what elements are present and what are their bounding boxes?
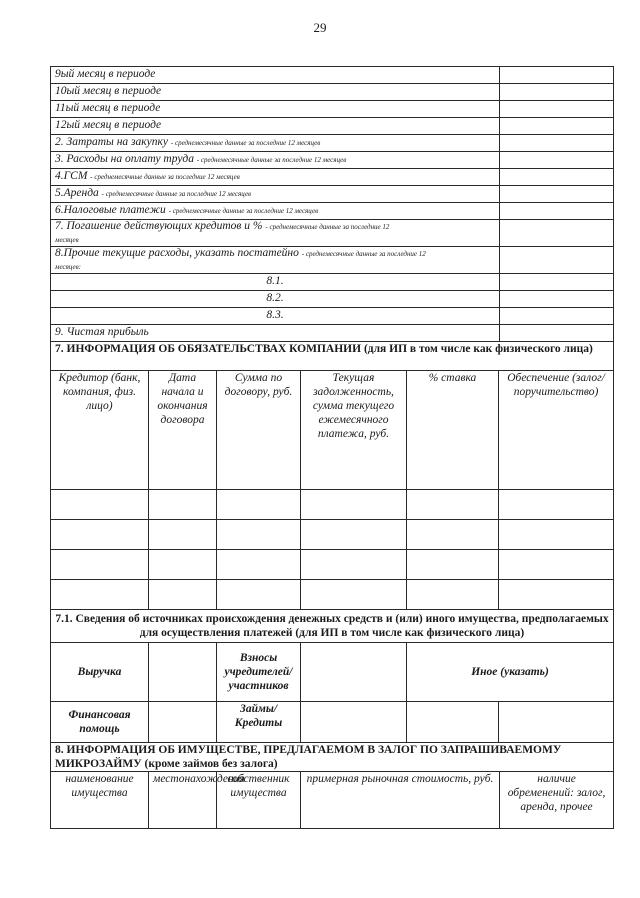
other-source-label: Иное (указать) [407,643,614,702]
section-8-title: 8. ИНФОРМАЦИЯ ОБ ИМУЩЕСТВЕ, ПРЕДЛАГАЕМОМ В ЗАЛОГ ПО ЗАПРАШИВАЕМОМУ МИКРОЗАЙМУ (кроме займов без залога) [51,743,614,772]
obligation-cell[interactable] [217,490,301,520]
month-9-value[interactable] [500,67,614,84]
section-7-title: 7. ИНФОРМАЦИЯ ОБ ОБЯЗАТЕЛЬСТВАХ КОМПАНИИ (для ИП в том числе как физического лица) [51,342,614,371]
financial-aid-value[interactable] [149,702,217,743]
month-10-label: 10ый месяц в периоде [51,84,500,101]
table-row [51,247,614,274]
obligation-cell[interactable] [51,520,149,550]
col-collateral: Обеспечение (залог/поручительство) [499,371,614,490]
obligation-cell[interactable] [301,550,407,580]
subitem-8-1-value[interactable] [500,274,614,291]
obligation-cell[interactable] [217,550,301,580]
table-row [51,118,614,135]
obligation-cell[interactable] [149,490,217,520]
loans-note-2: месяцев [55,236,79,244]
table-row [51,743,614,772]
col-current-debt: Текущая задолженность, сумма текущего ежемесячного платежа, руб. [301,371,407,490]
table-row [51,67,614,84]
rent-label: 5.Аренда [55,187,99,199]
period-note: - среднемесячные данные за последние 12 месяцев [168,207,319,215]
period-note: - среднемесячные данные за последние 12 месяцев [196,156,347,164]
table-row [51,291,614,308]
month-11-label: 11ый месяц в периоде [51,101,500,118]
subitem-8-1: 8.1. [51,274,500,291]
table-row [51,490,614,520]
contributions-value[interactable] [301,643,407,702]
table-row [51,325,614,342]
other-note-2: месяцев: [55,263,81,271]
subitem-8-3: 8.3. [51,308,500,325]
obligation-cell[interactable] [407,490,499,520]
table-row [51,135,614,152]
obligation-cell[interactable] [499,580,614,610]
obligation-cell[interactable] [51,550,149,580]
subitem-8-2-value[interactable] [500,291,614,308]
wages-label: 3. Расходы на оплату труда [55,153,194,165]
obligation-cell[interactable] [301,520,407,550]
other-note: - среднемесячные данные за последние 12 [301,250,426,258]
loans-credits-value[interactable] [301,702,407,743]
table-row [51,371,614,490]
table-row [51,643,614,702]
revenue-value[interactable] [149,643,217,702]
loans-note: - среднемесячные данные за последние 12 [265,223,390,231]
purchase-value[interactable] [500,135,614,152]
table-row [51,550,614,580]
table-row [51,308,614,325]
month-10-value[interactable] [500,84,614,101]
obligation-cell[interactable] [301,490,407,520]
col-owner: собственник имущества [217,772,301,829]
subitem-8-3-value[interactable] [500,308,614,325]
fuel-value[interactable] [500,169,614,186]
month-9-label: 9ый месяц в периоде [51,67,500,84]
col-market-value: примерная рыночная стоимость, руб. [301,772,500,829]
other-expenses-value[interactable] [500,247,614,274]
table-row [51,84,614,101]
obligation-cell[interactable] [407,550,499,580]
obligation-cell[interactable] [149,580,217,610]
financial-form-table [50,66,614,829]
month-11-value[interactable] [500,101,614,118]
table-row [51,101,614,118]
table-row [51,152,614,169]
other-source-extra[interactable] [499,702,614,743]
col-contract-sum: Сумма по договору, руб. [217,371,301,490]
other-expenses-label: 8.Прочие текущие расходы, указать постатейно [55,247,299,259]
obligation-cell[interactable] [51,580,149,610]
col-creditor: Кредитор (банк, компания, физ. лицо) [51,371,149,490]
period-note: - среднемесячные данные за последние 12 месяцев [170,139,321,147]
other-source-value[interactable] [407,702,499,743]
table-row [51,702,614,743]
loans-repayment-value[interactable] [500,220,614,247]
col-rate: % ставка [407,371,499,490]
financial-aid-label: Финансовая помощь [51,702,149,743]
col-contract-dates: Дата начала и окончания договора [149,371,217,490]
taxes-label: 6.Налоговые платежи [55,204,166,216]
obligation-cell[interactable] [217,580,301,610]
table-row [51,203,614,220]
obligation-cell[interactable] [499,550,614,580]
subitem-8-2: 8.2. [51,291,500,308]
loans-credits-label: Займы/Кредиты [217,702,301,743]
col-location: местонахождения [149,772,217,829]
obligation-cell[interactable] [149,520,217,550]
wages-value[interactable] [500,152,614,169]
net-profit-value[interactable] [500,325,614,342]
table-row [51,610,614,643]
obligation-cell[interactable] [51,490,149,520]
col-property-name: наименование имущества [51,772,149,829]
obligation-cell[interactable] [499,490,614,520]
table-row [51,274,614,291]
revenue-label: Выручка [51,643,149,702]
period-note: - среднемесячные данные за последние 12 месяцев [101,190,252,198]
fuel-label: 4.ГСМ [55,170,88,182]
table-row [51,580,614,610]
purchase-label: 2. Затраты на закупку [55,136,169,148]
month-12-value[interactable] [500,118,614,135]
table-row [51,520,614,550]
obligation-cell[interactable] [149,550,217,580]
table-row [51,169,614,186]
table-row [51,342,614,371]
net-profit-label: 9. Чистая прибыль [51,325,500,342]
loans-repayment-label: 7. Погашение действующих кредитов и % [55,220,263,232]
obligation-cell[interactable] [499,520,614,550]
month-12-label: 12ый месяц в периоде [51,118,500,135]
obligation-cell[interactable] [407,580,499,610]
col-encumbrances: наличие обременений: залог, аренда, прочее [500,772,614,829]
table-row [51,220,614,247]
taxes-value[interactable] [500,203,614,220]
table-row [51,772,614,829]
rent-value[interactable] [500,186,614,203]
obligation-cell[interactable] [301,580,407,610]
table-row [51,186,614,203]
obligation-cell[interactable] [407,520,499,550]
section-7-1-title: 7.1. Сведения об источниках происхождения денежных средств и (или) иного имущества, предполагаемых для осуществления платежей (для ИП в том числе как физического лица) [51,610,614,643]
page-number: 29 [313,20,327,35]
obligation-cell[interactable] [217,520,301,550]
contributions-label: Взносы учредителей/участников [217,643,301,702]
period-note: - среднемесячные данные за последние 12 месяцев [90,173,240,181]
